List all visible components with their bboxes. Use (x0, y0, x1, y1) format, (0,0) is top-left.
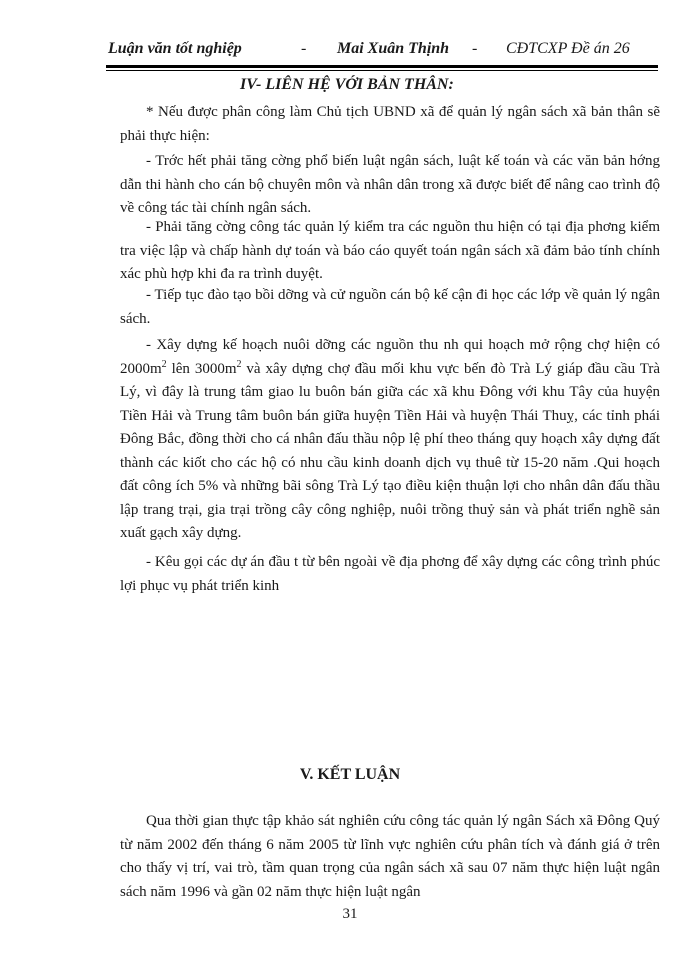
paragraph: - Trớc hết phải tăng cờng phổ biến luật ngân sách, luật kế toán và các văn bản hớng dẫn thi hành cho cán bộ chuyên môn và nhân dân trong xã được biết để nâng cao trình độ về công tác tài chính ngân sách. (120, 153, 660, 216)
section-iv-title: IV- LIÊN HỆ VỚI BẢN THÂN: (240, 76, 454, 93)
paragraph: - Tiếp tục đào tạo bồi dỡng và cử nguồn cán bộ kế cận đi học các lớp về quản lý ngân sách. (120, 287, 660, 327)
section-v-title: V. KẾT LUẬN (299, 766, 401, 783)
header-separator: - (301, 40, 307, 57)
paragraph: - Kêu gọi các dự án đầu t từ bên ngoài về địa phơng để xây dựng các công trình phúc lợi phục vụ phát triển kinh (120, 554, 660, 594)
paragraph: - Phải tăng cờng công tác quản lý kiểm tra các nguồn thu hiện có tại địa phơng kiểm tra việc lập và chấp hành dự toán và báo cáo quyết toán ngân sách xã đảm bảo tính chính xác phù hợp khi đa ra trình duyệt. (120, 219, 660, 282)
header-rule-thick (106, 65, 658, 68)
page-number: 31 (342, 906, 358, 922)
paragraph-text: - Xây dựng kế hoạch nuôi dỡng các nguồn thu nh qui hoạch mở rộng chợ hiện có 2000m (120, 337, 660, 377)
paragraph-text: và xây dựng chợ đầu mối khu vực bến đò Trà Lý giáp đầu cầu Trà Lý, vì đây là trung tâm giao lu buôn bán giữa các xã khu Đông với khu Tây của huyện Tiền Hải và Trung tâm buôn bán giữa huyện Tiền Hải và huyện Thái Thuỵ, các tỉnh phái Đông Bắc, đồng thời cho cá nhân đấu thầu nộp lệ phí theo tháng quy hoạch xây dựng đất thành các kiốt cho các hộ có nhu cầu kinh doanh dịch vụ thuê từ 15-20 năm .Qui hoạch đất công ích 5% và những bãi sông Trà Lý tạo điều kiện thuận lợi cho nhân dân đấu thầu lập trang trại, gia trại trồng cây công nghiệp, nuôi trồng thuỷ sản và phát triển nghề sản xuất gạch xây dựng. (120, 360, 660, 541)
paragraph (120, 334, 660, 546)
paragraph: * Nếu được phân công làm Chủ tịch UBND xã để quản lý ngân sách xã bản thân sẽ phải thực hiện: (120, 104, 660, 144)
superscript: 2 (236, 358, 242, 370)
header-rule-thin (106, 70, 658, 71)
paragraph-text: lên 3000m (166, 360, 237, 377)
paragraph: Qua thời gian thực tập khảo sát nghiên cứu công tác quản lý ngân Sách xã Đông Quý từ năm 2002 đến tháng 6 năm 2005 từ lĩnh vực nghiên cứu phân tích và đánh giá ở trên cho thấy vị trí, vai trò, tầm quan trọng của ngân sách xã sau 07 năm thực hiện luật ngân sách năm 1996 và gần 02 năm thực hiện luật ngân (120, 813, 660, 900)
header-separator: - (472, 40, 478, 57)
header-author: Mai Xuân Thịnh (337, 40, 450, 57)
header-project-code: CĐTCXP Đề án 26 (506, 40, 630, 57)
page-header (108, 38, 656, 62)
header-title: Luận văn tốt nghiệp (108, 40, 242, 57)
superscript: 2 (161, 358, 167, 370)
